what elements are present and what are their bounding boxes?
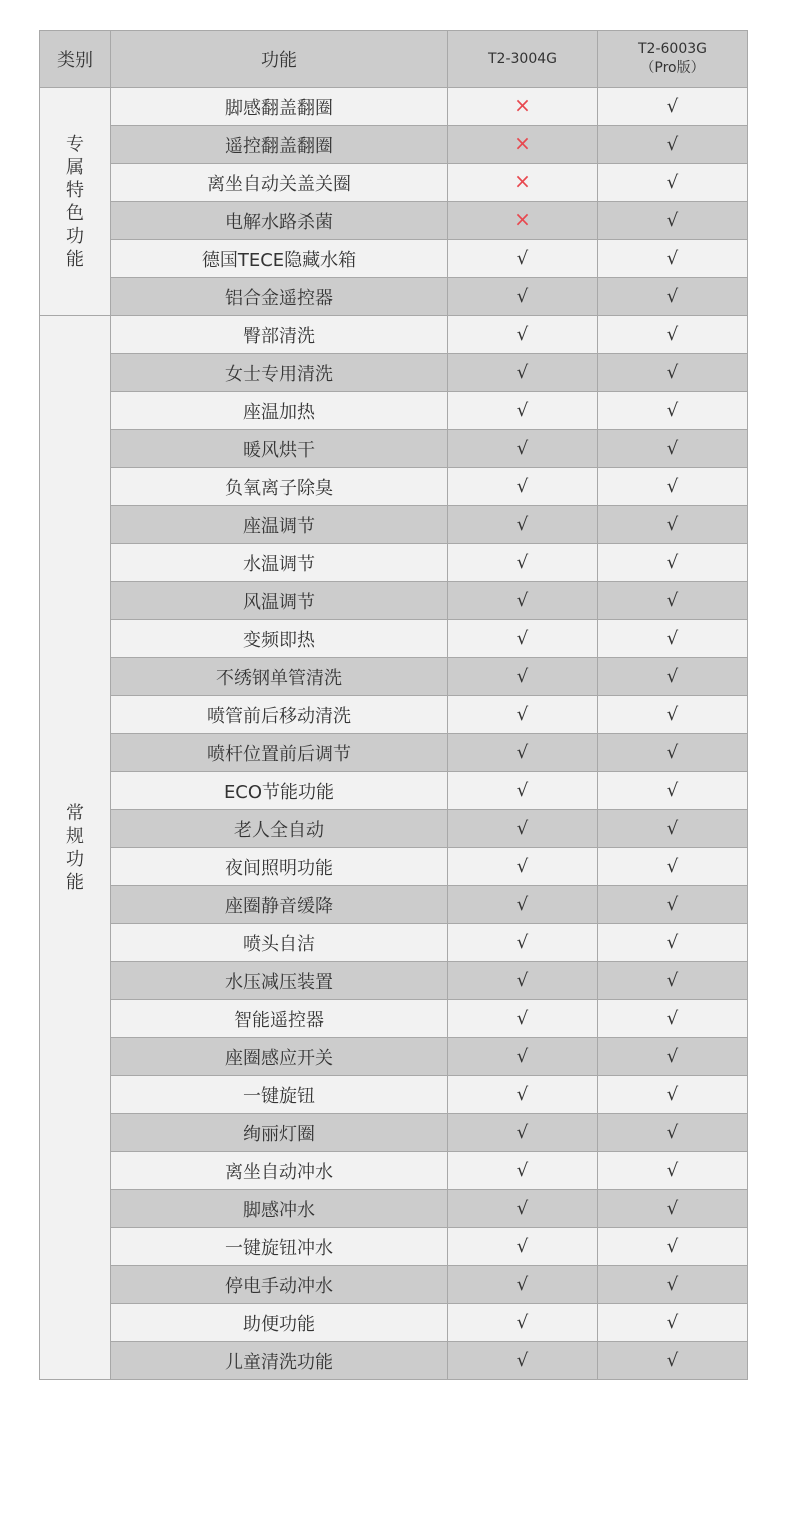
check-icon: √ <box>666 400 679 421</box>
model-2-support-cell <box>598 392 748 430</box>
feature-name: 座温加热 <box>111 392 448 430</box>
feature-name: 铝合金遥控器 <box>111 278 448 316</box>
table-row <box>40 1076 748 1114</box>
model-2-support-cell <box>598 734 748 772</box>
model-2-support-cell <box>598 772 748 810</box>
table-row <box>40 1342 748 1380</box>
feature-name: 座圈静音缓降 <box>111 886 448 924</box>
check-icon: √ <box>666 1122 679 1143</box>
check-icon: √ <box>666 590 679 611</box>
category-label: 专属特色功能 <box>66 133 84 270</box>
feature-name: 脚感冲水 <box>111 1190 448 1228</box>
check-icon: √ <box>516 248 529 269</box>
check-icon: √ <box>516 856 529 877</box>
model-2-support-cell <box>598 1266 748 1304</box>
table-row <box>40 392 748 430</box>
model-1-support-cell <box>448 620 598 658</box>
model-2-support-cell <box>598 164 748 202</box>
model-1-support-cell <box>448 734 598 772</box>
model-1-support-cell <box>448 88 598 126</box>
check-icon: √ <box>516 476 529 497</box>
model-2-support-cell <box>598 240 748 278</box>
category-label: 常规功能 <box>66 802 84 893</box>
table-row <box>40 1304 748 1342</box>
model-2-support-cell <box>598 658 748 696</box>
comparison-table <box>39 30 748 1380</box>
model-1-support-cell <box>448 240 598 278</box>
header-row <box>40 31 748 88</box>
model-1-support-cell <box>448 582 598 620</box>
model-1-support-cell <box>448 278 598 316</box>
feature-name: 夜间照明功能 <box>111 848 448 886</box>
model-2-edition: （Pro版） <box>640 60 705 76</box>
cross-icon: × <box>514 207 531 231</box>
model-2-support-cell <box>598 1152 748 1190</box>
check-icon: √ <box>666 970 679 991</box>
model-1-support-cell <box>448 430 598 468</box>
model-1-support-cell <box>448 1000 598 1038</box>
check-icon: √ <box>516 1312 529 1333</box>
model-1-support-cell <box>448 126 598 164</box>
table-row <box>40 1114 748 1152</box>
feature-name: ECO节能功能 <box>111 772 448 810</box>
table-row <box>40 88 748 126</box>
feature-name: 电解水路杀菌 <box>111 202 448 240</box>
feature-name: 智能遥控器 <box>111 1000 448 1038</box>
feature-name: 变频即热 <box>111 620 448 658</box>
category-cell <box>40 88 111 316</box>
check-icon: √ <box>666 210 679 231</box>
table-row <box>40 126 748 164</box>
model-2-support-cell <box>598 620 748 658</box>
check-icon: √ <box>666 1350 679 1371</box>
category-header: 类别 <box>40 31 111 88</box>
check-icon: √ <box>666 1236 679 1257</box>
check-icon: √ <box>516 1198 529 1219</box>
check-icon: √ <box>666 552 679 573</box>
feature-name: 喷头自洁 <box>111 924 448 962</box>
feature-name: 负氧离子除臭 <box>111 468 448 506</box>
check-icon: √ <box>516 324 529 345</box>
model-1-support-cell <box>448 1190 598 1228</box>
check-icon: √ <box>516 590 529 611</box>
model-1-support-cell <box>448 1152 598 1190</box>
model-2-support-cell <box>598 316 748 354</box>
check-icon: √ <box>516 438 529 459</box>
check-icon: √ <box>516 1084 529 1105</box>
check-icon: √ <box>666 96 679 117</box>
feature-name: 臀部清洗 <box>111 316 448 354</box>
feature-name: 喷管前后移动清洗 <box>111 696 448 734</box>
model-1-support-cell <box>448 886 598 924</box>
check-icon: √ <box>666 742 679 763</box>
table-row <box>40 164 748 202</box>
check-icon: √ <box>516 1274 529 1295</box>
check-icon: √ <box>666 780 679 801</box>
feature-name: 德国TECE隐藏水箱 <box>111 240 448 278</box>
check-icon: √ <box>516 628 529 649</box>
check-icon: √ <box>666 1008 679 1029</box>
table-row <box>40 544 748 582</box>
table-row <box>40 1266 748 1304</box>
check-icon: √ <box>516 742 529 763</box>
model-1-support-cell <box>448 658 598 696</box>
feature-name: 水压减压装置 <box>111 962 448 1000</box>
feature-name: 离坐自动关盖关圈 <box>111 164 448 202</box>
table-row <box>40 430 748 468</box>
check-icon: √ <box>516 932 529 953</box>
check-icon: √ <box>516 514 529 535</box>
feature-name: 风温调节 <box>111 582 448 620</box>
model-1-support-cell <box>448 1228 598 1266</box>
model-2-support-cell <box>598 430 748 468</box>
model-1-support-cell <box>448 468 598 506</box>
check-icon: √ <box>666 362 679 383</box>
table-row <box>40 1152 748 1190</box>
feature-name: 水温调节 <box>111 544 448 582</box>
check-icon: √ <box>516 1008 529 1029</box>
check-icon: √ <box>516 780 529 801</box>
feature-name: 儿童清洗功能 <box>111 1342 448 1380</box>
check-icon: √ <box>666 628 679 649</box>
feature-name: 绚丽灯圈 <box>111 1114 448 1152</box>
feature-name: 老人全自动 <box>111 810 448 848</box>
table-row <box>40 962 748 1000</box>
model-1-support-cell <box>448 1266 598 1304</box>
model-2-header <box>598 31 748 88</box>
table-row <box>40 468 748 506</box>
check-icon: √ <box>666 1160 679 1181</box>
table-row <box>40 886 748 924</box>
table-row <box>40 772 748 810</box>
table-row <box>40 924 748 962</box>
model-2-support-cell <box>598 696 748 734</box>
feature-name: 不绣钢单管清洗 <box>111 658 448 696</box>
model-1-header <box>448 31 598 88</box>
model-1-support-cell <box>448 202 598 240</box>
check-icon: √ <box>666 438 679 459</box>
check-icon: √ <box>666 514 679 535</box>
check-icon: √ <box>666 1084 679 1105</box>
model-1-support-cell <box>448 696 598 734</box>
table-row <box>40 278 748 316</box>
feature-name: 座温调节 <box>111 506 448 544</box>
feature-name: 停电手动冲水 <box>111 1266 448 1304</box>
model-1-support-cell <box>448 1342 598 1380</box>
model-2-support-cell <box>598 544 748 582</box>
model-1-support-cell <box>448 1304 598 1342</box>
check-icon: √ <box>516 704 529 725</box>
model-2-support-cell <box>598 88 748 126</box>
table-row <box>40 658 748 696</box>
model-2-support-cell <box>598 924 748 962</box>
check-icon: √ <box>516 362 529 383</box>
feature-name: 暖风烘干 <box>111 430 448 468</box>
cross-icon: × <box>514 169 531 193</box>
check-icon: √ <box>666 172 679 193</box>
table-row <box>40 1038 748 1076</box>
cross-icon: × <box>514 93 531 117</box>
check-icon: √ <box>666 1198 679 1219</box>
model-1-support-cell <box>448 848 598 886</box>
check-icon: √ <box>516 818 529 839</box>
model-1-support-cell <box>448 1038 598 1076</box>
table-row <box>40 696 748 734</box>
table-row <box>40 240 748 278</box>
check-icon: √ <box>516 666 529 687</box>
feature-name: 脚感翻盖翻圈 <box>111 88 448 126</box>
check-icon: √ <box>516 286 529 307</box>
table-body <box>40 88 748 1380</box>
check-icon: √ <box>666 704 679 725</box>
model-2-support-cell <box>598 1304 748 1342</box>
feature-name: 喷杆位置前后调节 <box>111 734 448 772</box>
check-icon: √ <box>666 666 679 687</box>
table-row <box>40 1000 748 1038</box>
table-row <box>40 810 748 848</box>
check-icon: √ <box>516 894 529 915</box>
check-icon: √ <box>666 894 679 915</box>
check-icon: √ <box>666 324 679 345</box>
model-1-support-cell <box>448 544 598 582</box>
model-1-support-cell <box>448 772 598 810</box>
table-row <box>40 354 748 392</box>
check-icon: √ <box>666 856 679 877</box>
model-2-support-cell <box>598 354 748 392</box>
model-2-support-cell <box>598 962 748 1000</box>
model-1-name: T2-3004G <box>488 50 557 67</box>
feature-name: 座圈感应开关 <box>111 1038 448 1076</box>
model-1-support-cell <box>448 962 598 1000</box>
model-1-support-cell <box>448 810 598 848</box>
model-2-support-cell <box>598 1228 748 1266</box>
check-icon: √ <box>516 1160 529 1181</box>
check-icon: √ <box>666 134 679 155</box>
model-2-support-cell <box>598 582 748 620</box>
model-2-support-cell <box>598 126 748 164</box>
model-1-support-cell <box>448 392 598 430</box>
feature-name: 离坐自动冲水 <box>111 1152 448 1190</box>
check-icon: √ <box>666 248 679 269</box>
model-2-support-cell <box>598 848 748 886</box>
table-header <box>40 31 748 88</box>
check-icon: √ <box>516 552 529 573</box>
check-icon: √ <box>516 400 529 421</box>
model-2-support-cell <box>598 1038 748 1076</box>
feature-name: 一键旋钮 <box>111 1076 448 1114</box>
model-1-support-cell <box>448 1076 598 1114</box>
feature-header: 功能 <box>111 31 448 88</box>
check-icon: √ <box>516 1350 529 1371</box>
model-2-name: T2-6003G <box>638 41 707 57</box>
feature-name: 助便功能 <box>111 1304 448 1342</box>
check-icon: √ <box>666 818 679 839</box>
table-row <box>40 1190 748 1228</box>
check-icon: √ <box>516 1046 529 1067</box>
feature-name: 遥控翻盖翻圈 <box>111 126 448 164</box>
check-icon: √ <box>516 970 529 991</box>
check-icon: √ <box>516 1122 529 1143</box>
model-2-support-cell <box>598 1190 748 1228</box>
check-icon: √ <box>666 1046 679 1067</box>
check-icon: √ <box>666 932 679 953</box>
check-icon: √ <box>666 286 679 307</box>
check-icon: √ <box>516 1236 529 1257</box>
feature-name: 一键旋钮冲水 <box>111 1228 448 1266</box>
model-2-support-cell <box>598 468 748 506</box>
table-row <box>40 202 748 240</box>
category-cell <box>40 316 111 1380</box>
model-2-support-cell <box>598 810 748 848</box>
model-1-support-cell <box>448 164 598 202</box>
table-row <box>40 734 748 772</box>
model-2-support-cell <box>598 886 748 924</box>
model-1-support-cell <box>448 354 598 392</box>
model-2-support-cell <box>598 1000 748 1038</box>
table-row <box>40 620 748 658</box>
table-row <box>40 316 748 354</box>
table-row <box>40 1228 748 1266</box>
model-1-support-cell <box>448 1114 598 1152</box>
model-1-support-cell <box>448 316 598 354</box>
model-2-support-cell <box>598 506 748 544</box>
model-2-support-cell <box>598 278 748 316</box>
feature-name: 女士专用清洗 <box>111 354 448 392</box>
model-2-support-cell <box>598 1076 748 1114</box>
cross-icon: × <box>514 131 531 155</box>
model-1-support-cell <box>448 506 598 544</box>
check-icon: √ <box>666 1274 679 1295</box>
table-row <box>40 506 748 544</box>
model-1-support-cell <box>448 924 598 962</box>
model-2-support-cell <box>598 1342 748 1380</box>
model-2-support-cell <box>598 1114 748 1152</box>
model-2-support-cell <box>598 202 748 240</box>
check-icon: √ <box>666 476 679 497</box>
table-row <box>40 582 748 620</box>
check-icon: √ <box>666 1312 679 1333</box>
table-row <box>40 848 748 886</box>
